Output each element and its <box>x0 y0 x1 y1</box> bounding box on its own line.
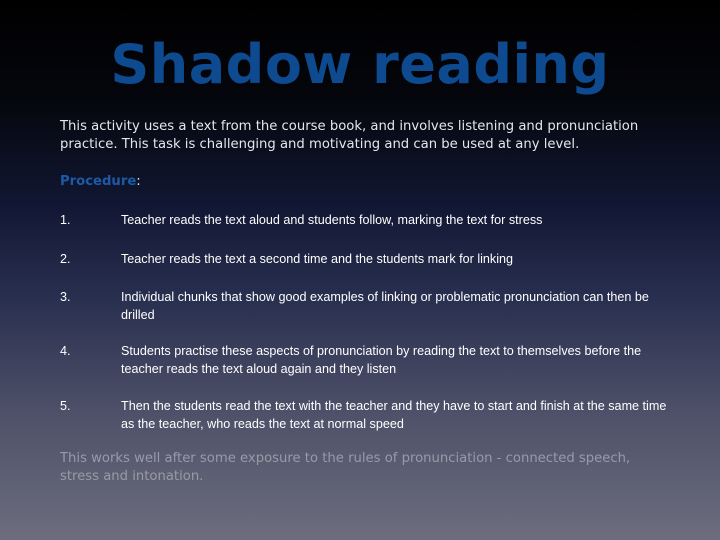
step-text: Teacher reads the text aloud and students follow, marking the text for stress <box>121 213 543 227</box>
procedure-label: Procedure <box>60 174 137 189</box>
step-text: Teacher reads the text a second time and the students mark for linking <box>121 252 514 266</box>
procedure-heading <box>60 173 141 191</box>
step-number: 1. <box>60 213 71 227</box>
step-text: Then the students read the text with the teacher and they have to start and finish at the same time as the teacher, who reads the text at normal speed <box>121 399 667 431</box>
procedure-colon: : <box>136 174 141 189</box>
step-number: 4. <box>60 344 71 358</box>
outro-paragraph: This works well after some exposure to the rules of pronunciation - connected speech, stress and intonation. <box>60 451 631 484</box>
intro-paragraph: This activity uses a text from the course book, and involves listening and pronunciation practice. This task is challenging and motivating and can be used at any level. <box>60 119 639 152</box>
step-number: 5. <box>60 399 71 413</box>
step-number: 2. <box>60 252 71 266</box>
step-number: 3. <box>60 290 71 304</box>
step-text: Students practise these aspects of pronunciation by reading the text to themselves before the teacher reads the text aloud again and they listen <box>121 344 642 376</box>
step-text: Individual chunks that show good examples of linking or problematic pronunciation can then be drilled <box>121 290 649 322</box>
slide-title: Shadow reading <box>110 33 610 96</box>
